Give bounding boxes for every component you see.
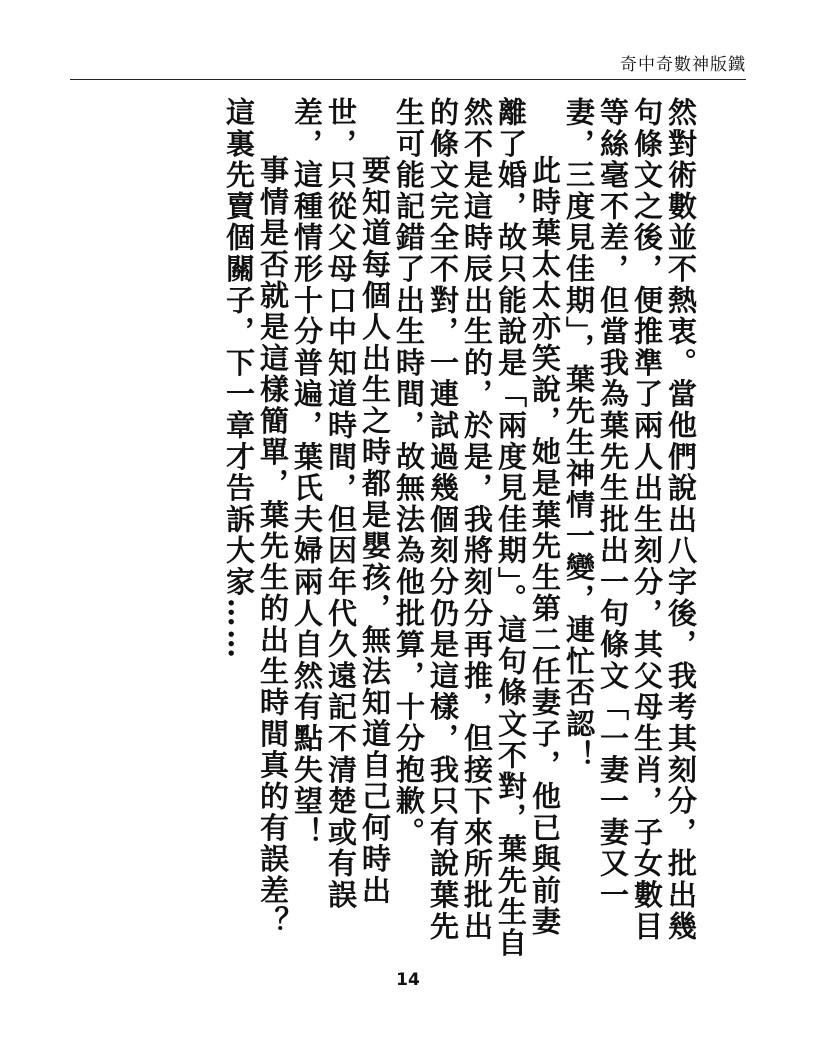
page-number: 14 — [396, 970, 420, 990]
paragraph-2: 此時葉太太亦笑說，她是葉先生第二任妻子，他已與前妻離了婚，故只能說是「兩度見佳期」。這句條文不對，葉先生自然不是這時辰出生的，於是，我將刻分再推，但接下來所批出的條文完全不對，一連試過幾個刻分仍是這樣，我只有說葉先生可能記錯了出生時間，故無法為他批算，十分抱歉。 — [392, 97, 562, 959]
header-rule — [70, 79, 746, 80]
body-text — [222, 97, 698, 967]
paragraph-3: 要知道每個人出生之時都是嬰孩，無法知道自己何時出世，只從父母口中知道時間，但因年代久遠記不清楚或有誤差，這種情形十分普遍，葉氏夫婦兩人自然有點失望！ — [290, 97, 392, 911]
header-title: 奇中奇數神版鐵 — [620, 55, 746, 75]
paragraph-1: 然對術數並不熱衷。當他們說出八字後，我考其刻分，批出幾句條文之後，便推準了兩人出生刻分，其父母生肖，子女數目等絲毫不差，但當我為葉先生批出一句條文「一妻一妻又一妻，三度見佳期」，葉先生神情一變，連忙否認！ — [562, 97, 698, 943]
paragraph-4: 事情是否就是這樣簡單，葉先生的出生時間真的有誤差？這裏先賣個關子，下一章才告訴大家…… — [222, 97, 290, 938]
